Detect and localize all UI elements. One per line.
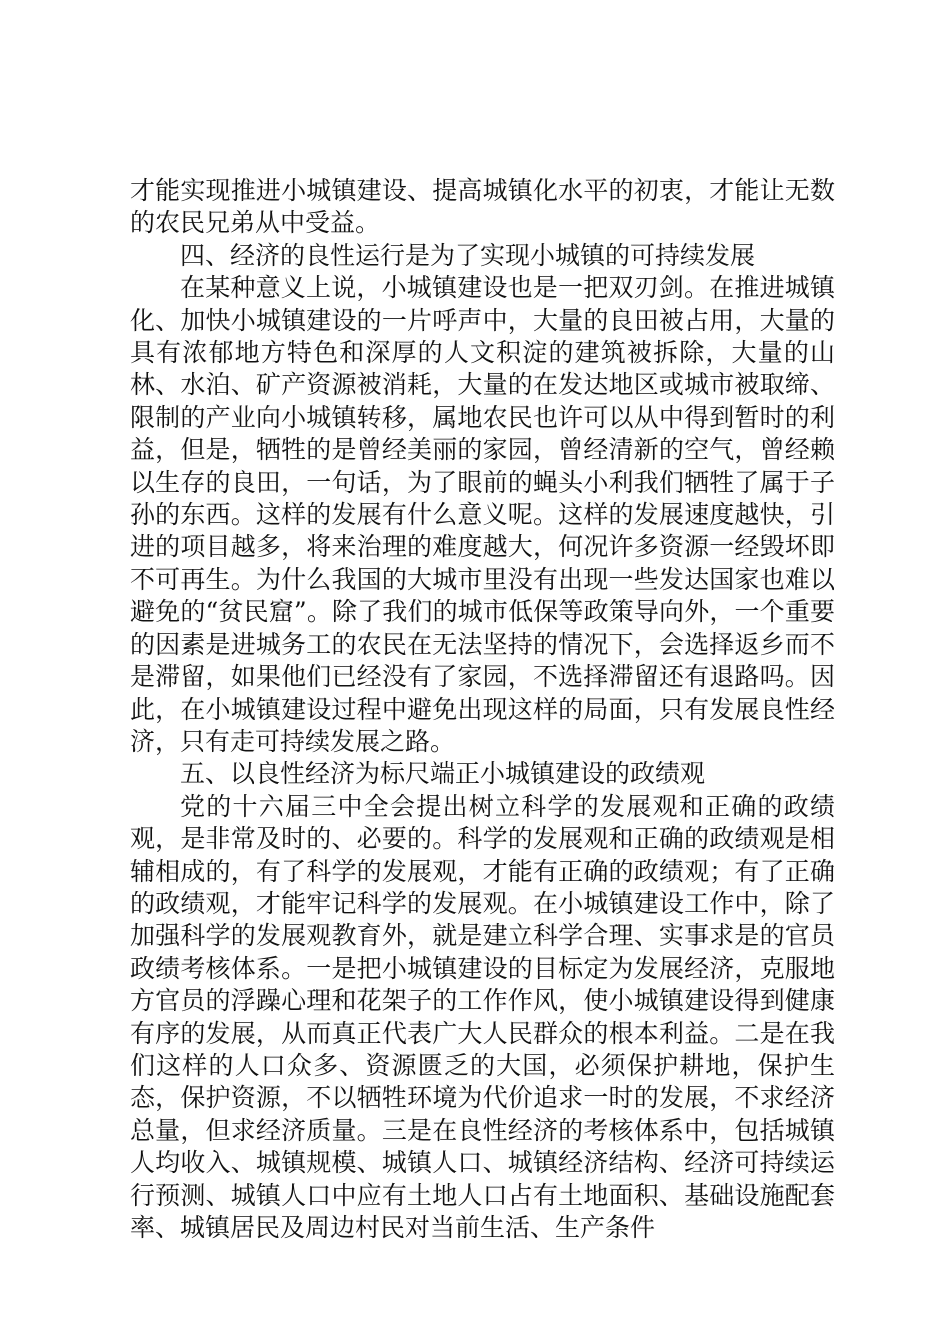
section-heading-4: 四、经济的良性运行是为了实现小城镇的可持续发展 [180,240,756,270]
paragraph-section-4: 在某种意义上说，小城镇建设也是一把双刃剑。在推进城镇化、加快小城镇建设的一片呼声中，大量的良田被占用，大量的具有浓郁地方特色和深厚的人文积淀的建筑被拆除，大量的山林、水泊、矿产资源被消耗，大量的在发达地区或城市被取缔、限制的产业向小城镇转移，属地农民也许可以从中得到暂时的利益，但是，牺牲的是曾经美丽的家园，曾经清新的空气，曾经赖以生存的良田，一句话，为了眼前的蝇头小利我们牺牲了属于子孙的东西。这样的发展有什么意义呢。这样的发展速度越快，引进的项目越多，将来治理的难度越大，何况许多资源一经毁坏即不可再生。为什么我国的大城市里没有出现一些发达国家也难以避免的“贫民窟”。除了我们的城市低保等政策导向外，一个重要的因素是进城务工的农民在无法坚持的情况下，会选择返乡而不是滞留，如果他们已经没有了家园，不选择滞留还有退路吗。因此，在小城镇建设过程中避免出现这样的局面，只有发展良性经济，只有走可持续发展之路。 [130,273,835,756]
section-heading-5: 五、以良性经济为标尺端正小城镇建设的政绩观 [180,759,706,789]
paragraph-continued: 才能实现推进小城镇建设、提高城镇化水平的初衷，才能让无数的农民兄弟从中受益。 [130,176,835,238]
paragraph-section-5: 党的十六届三中全会提出树立科学的发展观和正确的政绩观，是非常及时的、必要的。科学的发展观和正确的政绩观是相辅相成的，有了科学的发展观，才能有正确的政绩观；有了正确的政绩观，才能牢记科学的发展观。在小城镇建设工作中，除了加强科学的发展观教育外，就是建立科学合理、实事求是的官员政绩考核体系。一是把小城镇建设的目标定为发展经济，克服地方官员的浮躁心理和花架子的工作作风，使小城镇建设得到健康有序的发展，从而真正代表广大人民群众的根本利益。二是在我们这样的人口众多、资源匮乏的大国，必须保护耕地，保护生态，保护资源，不以牺牲环境为代价追求一时的发展，不求经济总量，但求经济质量。三是在良性经济的考核体系中，包括城镇人均收入、城镇规模、城镇人口、城镇经济结构、经济可持续运行预测、城镇人口中应有土地人口占有土地面积、基础设施配套率、城镇居民及周边村民对当前生活、生产条件 [130,791,835,1242]
document-body [130,175,835,1244]
